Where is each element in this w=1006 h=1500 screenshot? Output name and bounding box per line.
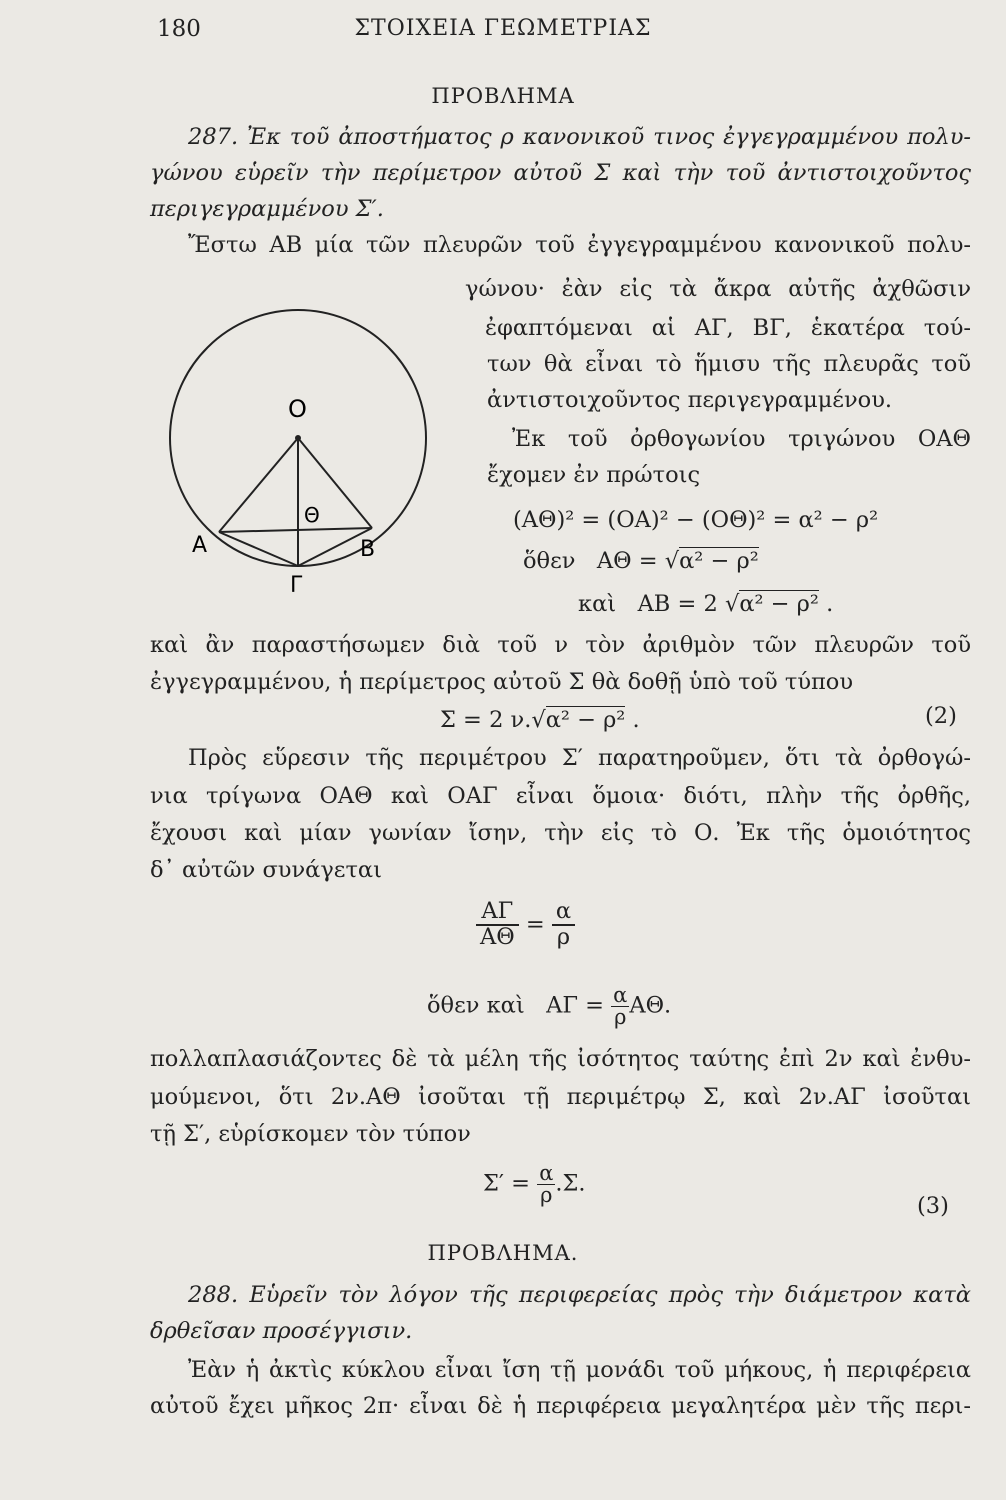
equation-lhs: Σ = 2 ν.√ (440, 707, 546, 733)
problem-287-line-1: 287. Ἐκ τοῦ ἀποστήματος ρ κανονικοῦ τινος ἐγγεγραμμένου πολυ- (188, 124, 971, 150)
label-Theta: Θ (304, 503, 320, 527)
proof-line-1: Ἔστω ΑΒ μία τῶν πλευρῶν τοῦ ἐγγεγραμμένου κανονικοῦ πολυ- (188, 232, 971, 258)
text-line: τῇ Σ′, εὑρίσκομεν τὸν τύπον (150, 1121, 471, 1147)
fraction-AGamma-ATheta: $\frac{A\Gamma}{A\Theta}$ (476, 900, 519, 949)
equation-number-2: (2) (925, 703, 957, 729)
problem-287-line-3: περιγεγραμμένου Σ′. (150, 196, 384, 222)
label-A: A (192, 533, 208, 558)
text-line: αὐτοῦ ἔχει μῆκος 2π· εἶναι δὲ ἡ περιφέρεια μεγαλητέρα μὲν τῆς περι- (150, 1393, 971, 1419)
problem-heading: ΠΡΟΒΛΗΜΑ (431, 84, 575, 108)
proof-line-4: των θὰ εἶναι τὸ ἥμισυ τῆς πλευρᾶς τοῦ (487, 351, 971, 377)
proof-line-5: ἀντιστοιχοῦντος περιγεγραμμένου. (487, 387, 893, 413)
equation-hence: ὅθεν καὶ ΑΓ = $\frac{\alpha}{\rho}$ ΑΘ. (427, 983, 672, 1029)
text-line: νια τρίγωνα ΟΑΘ καὶ ΟΑΓ εἶναι ὅμοια· διότι, πλὴν τῆς ὀρθῆς, (150, 783, 971, 809)
problem-287-line-2: γώνου εὑρεῖν τὴν περίμετρον αὐτοῦ Σ καὶ τὴν τοῦ ἀντιστοιχοῦντος (150, 160, 971, 186)
equation-ATheta (523, 548, 759, 574)
equation-lhs: ΑΒ = 2 √ (637, 591, 740, 617)
tangent-AGamma (219, 532, 298, 566)
radicand: α² − ρ² (679, 548, 759, 574)
text-line: ἔχουσι καὶ μίαν γωνίαν ἴσην, τὴν εἰς τὸ Ο. Ἐκ τῆς ὁμοιότητος (150, 820, 971, 846)
running-title: ΣΤΟΙΧΕΙΑ ΓΕΩΜΕΤΡΙΑΣ (354, 16, 652, 41)
equation-3: Σ′ = $\frac{\alpha}{\rho}$ .Σ. (483, 1161, 586, 1207)
label-B: B (360, 537, 376, 562)
proof-line-2: γώνου· ἐὰν εἰς τὰ ἄκρα αὐτῆς ἀχθῶσιν (465, 276, 971, 302)
equation-prefix: ὅθεν καὶ (427, 992, 525, 1019)
equation-2: Σ = 2 ν.√α² − ρ² . (440, 707, 640, 733)
equation-AThetaSquared: (ΑΘ)² = (ΟΑ)² − (ΟΘ)² = α² − ρ² (513, 507, 879, 533)
ratio-equation: $\frac{A\Gamma}{A\Theta}$ = $\frac{\alpha}{\rho}$ (476, 900, 575, 949)
equation-number-3: (3) (917, 1193, 949, 1219)
proof-line-6: Ἐκ τοῦ ὀρθογωνίου τριγώνου ΟΑΘ (512, 426, 971, 452)
geometry-figure (150, 300, 460, 600)
equation-AB: καὶ ΑΒ = 2 √α² − ρ² . (578, 591, 834, 617)
text-line: Ἐὰν ἡ ἀκτὶς κύκλου εἶναι ἴση τῇ μονάδι τοῦ μήκους, ἡ περιφέρεια (188, 1357, 971, 1383)
radicand: α² − ρ² (545, 707, 626, 733)
problem-288-line-1: 288. Εὑρεῖν τὸν λόγον τῆς περιφερείας πρὸς τὴν διάμετρον κατὰ (188, 1282, 971, 1308)
center-point (295, 435, 301, 441)
equation-prefix: ὅθεν (523, 548, 576, 574)
page-number: 180 (157, 16, 201, 42)
text-line: μούμενοι, ὅτι 2ν.ΑΘ ἰσοῦται τῇ περιμέτρῳ Σ, καὶ 2ν.ΑΓ ἰσοῦται (150, 1084, 971, 1110)
proof-line-3: ἐφαπτόμεναι αἱ ΑΓ, ΒΓ, ἑκατέρα τού- (485, 315, 971, 341)
fraction-alpha-rho: $\frac{\alpha}{\rho}$ (552, 900, 575, 949)
fraction-alpha-rho: $\frac{\alpha}{\rho}$ (613, 983, 628, 1029)
text-line: καὶ ἂν παραστήσωμεν διὰ τοῦ ν τὸν ἀριθμὸν τῶν πλευρῶν τοῦ (150, 632, 971, 658)
problem-288-line-2: δρθεῖσαν προσέγγισιν. (150, 1318, 413, 1344)
radicand: α² − ρ² (739, 591, 819, 617)
text-line: Πρὸς εὕρεσιν τῆς περιμέτρου Σ′ παρατηροῦμεν, ὅτι τὰ ὀρθογώ- (188, 745, 971, 771)
proof-line-7: ἔχομεν ἐν πρώτοις (487, 462, 701, 488)
text-line: ἐγγεγραμμένου, ἡ περίμετρος αὐτοῦ Σ θὰ δοθῇ ὑπὸ τοῦ τύπου (150, 669, 854, 695)
chord-AB (219, 528, 372, 532)
fraction-alpha-rho: $\frac{\alpha}{\rho}$ (539, 1161, 554, 1207)
problem-heading: ΠΡΟΒΛΗΜΑ. (427, 1241, 579, 1265)
label-O: O (288, 395, 307, 423)
radius-OA (219, 438, 298, 532)
label-Gamma: Γ (290, 573, 303, 598)
equation-prefix: καὶ (578, 591, 617, 617)
text-line: δ᾽ αὐτῶν συνάγεται (150, 857, 382, 883)
text-line: πολλαπλασιάζοντες δὲ τὰ μέλη τῆς ἰσότητος ταύτης ἐπὶ 2ν καὶ ἐνθυ- (150, 1046, 971, 1072)
equation-lhs: ΑΘ = √ (596, 548, 680, 574)
